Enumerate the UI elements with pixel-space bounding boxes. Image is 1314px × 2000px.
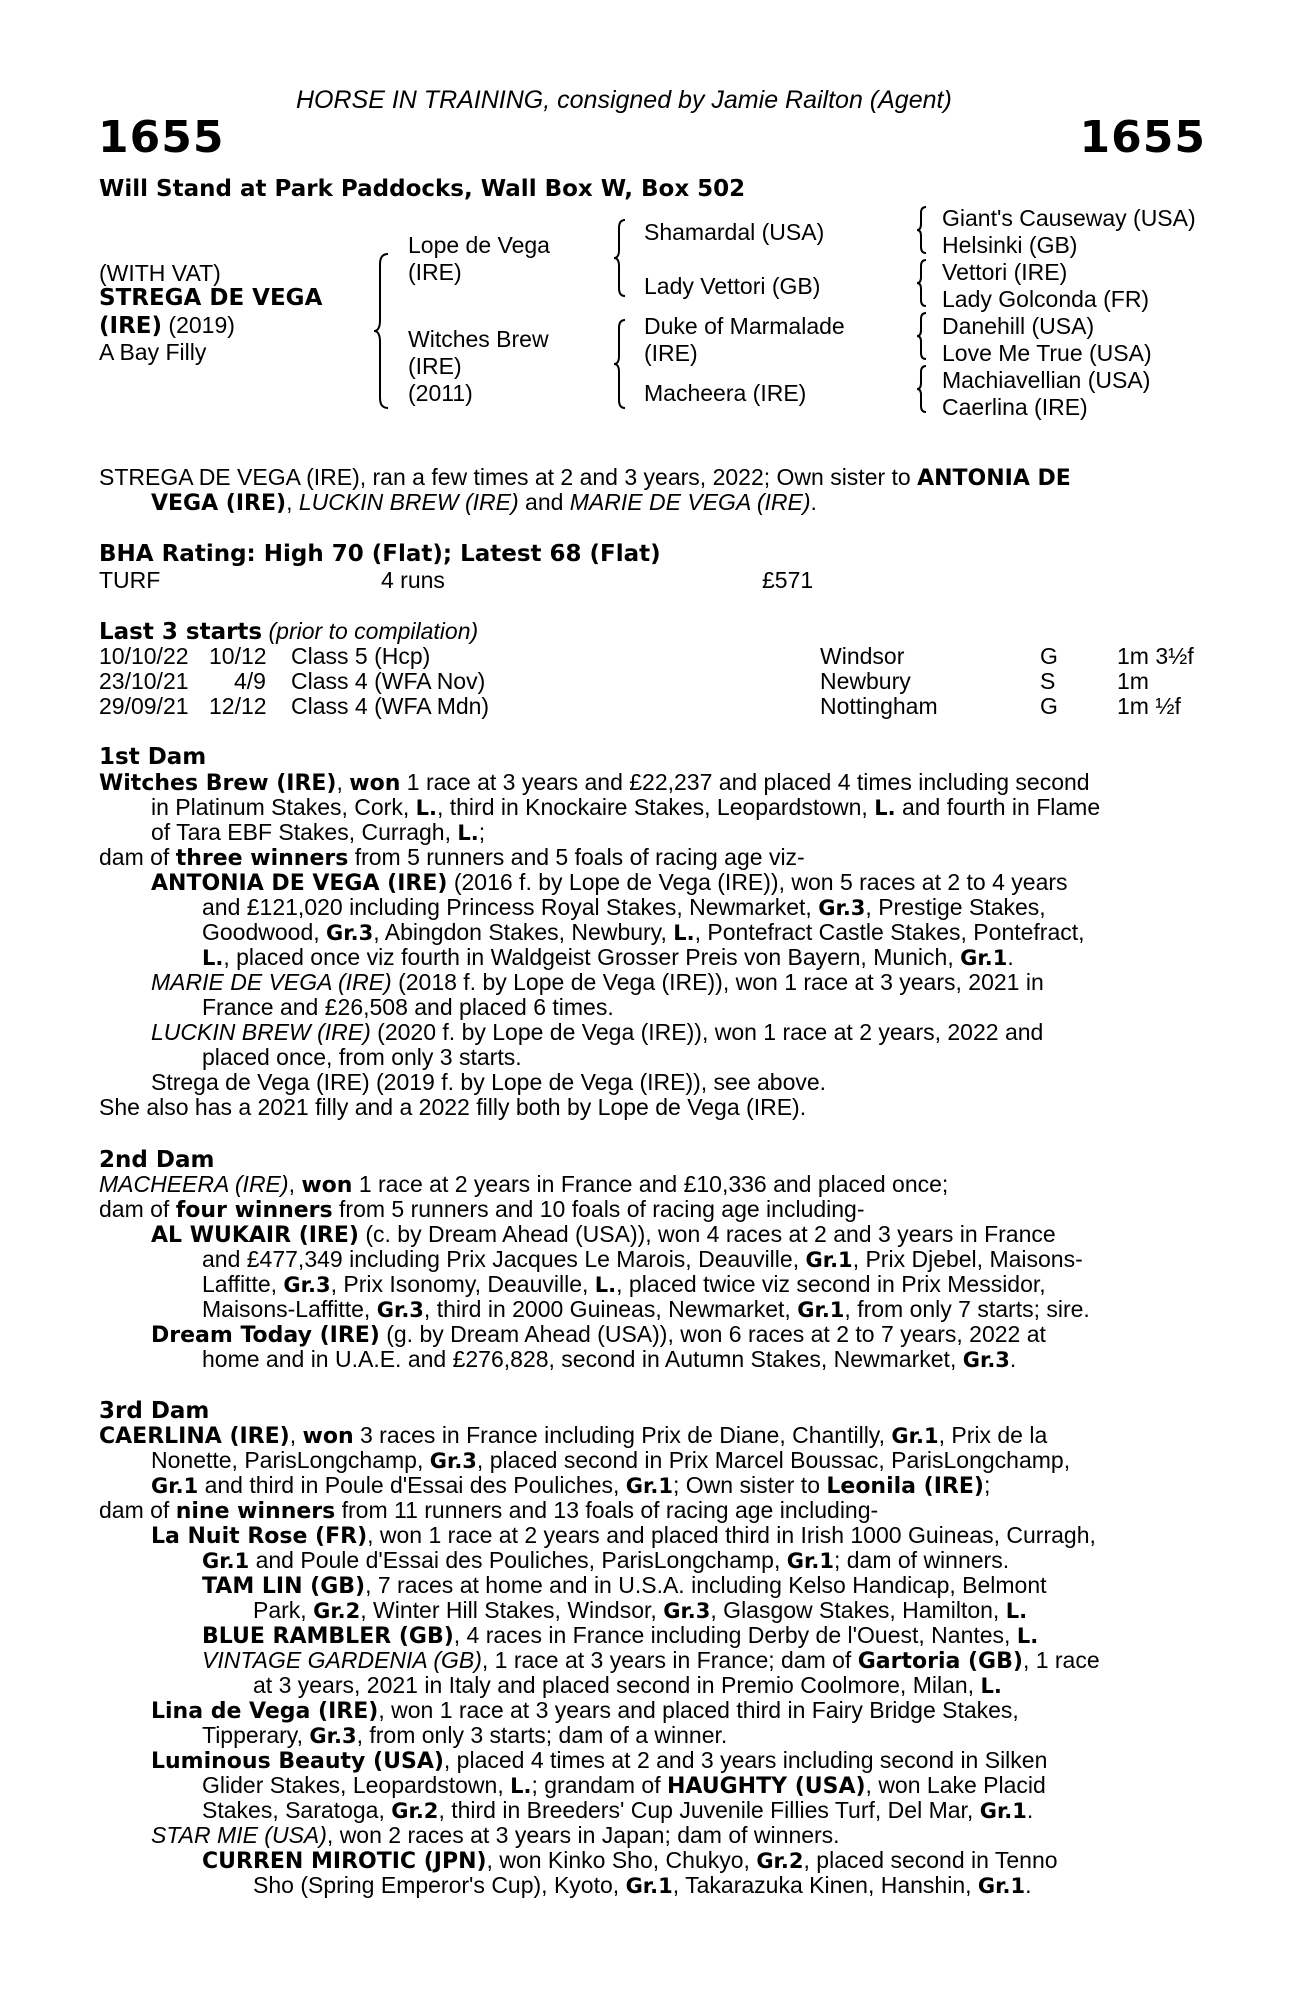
rating-earnings: £571 — [762, 567, 814, 593]
progeny-line: La Nuit Rose (FR), won 1 race at 2 years and placed third in Irish 1000 Guineas, Curragh, — [151, 1522, 1096, 1549]
progeny-line: Tipperary, Gr.3, from only 3 starts; dam of a winner. — [202, 1722, 728, 1748]
second-dam-heading: 2nd Dam — [99, 1147, 215, 1173]
gen3-sds: Vettori (IRE) — [942, 259, 1068, 285]
progeny-line: Goodwood, Gr.3, Abingdon Stakes, Newbury, L., Pontefract Castle Stakes, Pontefract, — [202, 919, 1085, 945]
progeny-line: STAR MIE (USA), won 2 races at 3 years in Japan; dam of winners. — [151, 1822, 840, 1848]
dam-country: (IRE) — [408, 353, 462, 379]
progeny-line: Lina de Vega (IRE), won 1 race at 3 years and placed third in Fairy Bridge Stakes, — [151, 1697, 1019, 1724]
progeny-line: TAM LIN (GB), 7 races at home and in U.S.A. including Kelso Handicap, Belmont — [202, 1572, 1047, 1599]
progeny-line: home and in U.A.E. and £276,828, second in Autumn Stakes, Newmarket, Gr.3. — [202, 1346, 1017, 1372]
horse-name-suffix: (IRE) (2019) — [99, 312, 235, 339]
stabling-info: Will Stand at Park Paddocks, Wall Box W, Box 502 — [99, 176, 746, 202]
progeny-line: Gr.1 and Poule d'Essai des Pouliches, ParisLongchamp, Gr.1; dam of winners. — [202, 1547, 1010, 1573]
third-dam-line: Nonette, ParisLongchamp, Gr.3, placed second in Prix Marcel Boussac, ParisLongchamp, — [151, 1447, 1071, 1473]
progeny-line: Park, Gr.2, Winter Hill Stakes, Windsor, Gr.3, Glasgow Stakes, Hamilton, L. — [253, 1597, 1028, 1623]
first-dam-heading: 1st Dam — [99, 744, 207, 770]
catalogue-page: HORSE IN TRAINING, consigned by Jamie Railton (Agent) 1655 1655 Will Stand at Park Paddocks, Wall Box W, Box 502 (WITH VAT) STREGA DE VEGA (IRE) (2019) A Bay Filly Lope de Vega (IRE) Witches Brew (IRE) (2011) Shamardal (USA) Lady Vettori (GB) Duke of Marmalade (IRE) Macheera (IRE) Giant's Causeway (USA) Helsinki (GB) Vettori (IRE) Lady Golconda (FR) Danehill (USA) Love Me True (USA) Machiavellian (USA) Caerlina (IRE) STREGA DE VEGA (IRE), ran a few times at 2 and 3 years, 2022; Own sister to ANTONIA DE VEGA (IRE), LUCKIN BREW (IRE) and MARIE DE VEGA (IRE). BHA Rating: High 70 (Flat); Latest 68 (Flat) TURF 4 runs £571 Last 3 starts (prior to compilation) 10/10/22 10/12 Class 5 (Hcp) Windsor G 1m 3½f 23/10/21 4/9 Class 4 (WFA Nov) Newbury S 1m 29/09/21 12/12 Class 4 (WFA Mdn) Nottingham G 1m ½f 1st Dam Witches Brew (IRE), won 1 race at 3 years and £22,237 and placed 4 times including second in Platinum Stakes, Cork, L., third in Knockaire Stakes, Leopardstown, L. and fourth in Flame of Tara EBF Stakes, Curragh, L.; dam of three winners from 5 runners and 5 foals of racing age viz- ANTONIA DE VEGA (IRE) (2016 f. by Lope de Vega (IRE)), won 5 races at 2 to 4 years and £121,020 including Princess Royal Stakes, Newmarket, Gr.3, Prestige Stakes, Goodwood, Gr.3, Abingdon Stakes, Newbury, L., Pontefract Castle Stakes, Pontefract, L., placed once viz fourth in Waldgeist Grosser Preis von Bayern, Munich, Gr.1. MARIE DE VEGA (IRE) (2018 f. by Lope de Vega (IRE)), won 1 race at 3 years, 2021 in France and £26,508 and placed 6 times. LUCKIN BREW (IRE) (2020 f. by Lope de Vega (IRE)), won 1 race at 2 years, 2022 and placed once, from only 3 starts. Strega de Vega (IRE) (2019 f. by Lope de Vega (IRE)), see above. She also has a 2021 filly and a 2022 filly both by Lope de Vega (IRE). 2nd Dam MACHEERA (IRE), won 1 race at 2 years in France and £10,336 and placed once; dam of four winners from 5 runners and 10 foals of racing age including- AL WUKAIR (IRE) (c. by Dream Ahead (USA)), won 4 races at 2 and 3 years in France and £477,349 including Prix Jacques Le Marois, Deauville, Gr.1, Prix Djebel, Maisons- Laffitte, Gr.3, Prix Isonomy, Deauville, L., placed twice viz second in Prix Messidor, Maisons-Laffitte, Gr.3, third in 2000 Guineas, Newmarket, Gr.1, from only 7 starts; sire. Dream Today (IRE) (g. by Dream Ahead (USA)), won 6 races at 2 to 7 years, 2022 at home and in U.A.E. and £276,828, second in Autumn Stakes, Newmarket, Gr.3. 3rd Dam CAERLINA (IRE), won 3 races in France including Prix de Diane, Chantilly, Gr.1, Prix de la Nonette, ParisLongchamp, Gr.3, placed second in Prix Marcel Boussac, ParisLongchamp, Gr.1 and third in Poule d'Essai des Pouliches, Gr.1; Own sister to Leonila (IRE); dam of nine winners from 11 runners and 13 foals of racing age including- La Nuit Rose (FR), won 1 race at 2 years and placed third in Irish 1000 Guineas, Curragh, Gr.1 and Poule d'Essai des Pouliches, ParisLongchamp, Gr.1; dam of winners. TAM LIN (GB), 7 races at home and in U.S.A. including Kelso Handicap, Belmont Park, Gr.2, Winter Hill Stakes, Windsor, Gr.3, Glasgow Stakes, Hamilton, L. BLUE RAMBLER (GB), 4 races in France including Derby de l'Ouest, Nantes, L. VINTAGE GARDENIA (GB), 1 race at 3 years in France; dam of Gartoria (GB), 1 race at 3 years, 2021 in Italy and placed second in Premio Coolmore, Milan, L. Lina de Vega (IRE), won 1 race at 3 years and placed third in Fairy Bridge Stakes, Tipperary, Gr.3, from only 3 starts; dam of a winner. Luminous Beauty (USA), placed 4 times at 2 and 3 years including second in Silken Glider Stakes, Leopardstown, L.; grandam of HAUGHTY (USA), won Lake Placid Stakes, Saratoga, Gr.2, third in Breeders' Cup Juvenile Fillies Turf, Del Mar, Gr.1. STAR MIE (USA), won 2 races at 3 years in Japan; dam of winners. CURREN MIROTIC (JPN), won Kinko Sho, Chukyo, Gr.2, placed second in Tenno Sho (Spring Emperor's Cup), Kyoto, Gr.1, Takarazuka Kinen, Hanshin, Gr.1. — [98, 86, 1206, 1898]
gen3-dds: Machiavellian (USA) — [942, 367, 1151, 393]
sire-country: (IRE) — [408, 259, 462, 285]
sire-dam: Lady Vettori (GB) — [644, 273, 821, 299]
third-dam-heading: 3rd Dam — [99, 1398, 210, 1424]
dam-year: (2011) — [408, 380, 473, 406]
progeny-line: Glider Stakes, Leopardstown, L.; grandam of HAUGHTY (USA), won Lake Placid — [202, 1772, 1046, 1799]
pedigree-brace-dd — [915, 364, 929, 414]
first-dam-line: of Tara EBF Stakes, Curragh, L.; — [151, 819, 486, 845]
lot-number-left: 1655 — [98, 112, 225, 163]
rating-runs: 4 runs — [381, 567, 445, 593]
summary-line-2: VEGA (IRE), LUCKIN BREW (IRE) and MARIE DE VEGA (IRE). — [151, 489, 817, 516]
first-dam-line: in Platinum Stakes, Cork, L., third in Knockaire Stakes, Leopardstown, L. and fourth in Flame — [151, 794, 1101, 820]
last-starts-heading: Last 3 starts (prior to compilation) — [99, 618, 479, 645]
vat-note: (WITH VAT) — [99, 260, 221, 286]
dam-sire: Duke of Marmalade — [644, 313, 845, 339]
progeny-line: Dream Today (IRE) (g. by Dream Ahead (USA)), won 6 races at 2 to 7 years, 2022 at — [151, 1321, 1046, 1348]
horse-description: A Bay Filly — [99, 339, 207, 365]
pedigree-brace-gen1 — [372, 252, 392, 410]
gen3-sss: Giant's Causeway (USA) — [942, 205, 1196, 231]
progeny-line: Sho (Spring Emperor's Cup), Kyoto, Gr.1, Takarazuka Kinen, Hanshin, Gr.1. — [253, 1872, 1032, 1898]
progeny-line: AL WUKAIR (IRE) (c. by Dream Ahead (USA)), won 4 races at 2 and 3 years in France — [151, 1221, 1056, 1248]
bha-rating: BHA Rating: High 70 (Flat); Latest 68 (Flat) — [99, 541, 661, 567]
progeny-line: CURREN MIROTIC (JPN), won Kinko Sho, Chukyo, Gr.2, placed second in Tenno — [202, 1847, 1058, 1874]
dam-sire-country: (IRE) — [644, 340, 698, 366]
gen3-dsd: Love Me True (USA) — [942, 340, 1152, 366]
progeny-line: and £477,349 including Prix Jacques Le Marois, Deauville, Gr.1, Prix Djebel, Maisons- — [202, 1246, 1083, 1272]
third-dam-line: CAERLINA (IRE), won 3 races in France including Prix de Diane, Chantilly, Gr.1, Prix de la — [99, 1422, 1048, 1449]
second-dam-line: MACHEERA (IRE), won 1 race at 2 years in France and £10,336 and placed once; — [99, 1171, 949, 1198]
dam-dam: Macheera (IRE) — [644, 380, 807, 406]
pedigree-brace-ds — [915, 311, 929, 361]
progeny-line: and £121,020 including Princess Royal Stakes, Newmarket, Gr.3, Prestige Stakes, — [202, 894, 1046, 920]
progeny-note: She also has a 2021 filly and a 2022 filly both by Lope de Vega (IRE). — [99, 1094, 807, 1120]
rating-surface: TURF — [99, 567, 161, 593]
first-dam-line: Witches Brew (IRE), won 1 race at 3 years and £22,237 and placed 4 times including second — [99, 769, 1090, 796]
sire-sire: Shamardal (USA) — [644, 219, 825, 245]
progeny-line: Luminous Beauty (USA), placed 4 times at 2 and 3 years including second in Silken — [151, 1747, 1048, 1774]
horse-name: STREGA DE VEGA — [99, 285, 323, 311]
pedigree-brace-dam — [612, 318, 628, 410]
progeny-line: Stakes, Saratoga, Gr.2, third in Breeders' Cup Juvenile Fillies Turf, Del Mar, Gr.1. — [202, 1797, 1034, 1823]
progeny-line: LUCKIN BREW (IRE) (2020 f. by Lope de Vega (IRE)), won 1 race at 2 years, 2022 and — [151, 1019, 1044, 1045]
progeny-line: ANTONIA DE VEGA (IRE) (2016 f. by Lope de Vega (IRE)), won 5 races at 2 to 4 years — [151, 869, 1068, 896]
third-dam-line: dam of nine winners from 11 runners and 13 foals of racing age including- — [99, 1497, 879, 1524]
first-dam-line: dam of three winners from 5 runners and 5 foals of racing age viz- — [99, 844, 805, 871]
second-dam-line: dam of four winners from 5 runners and 10 foals of racing age including- — [99, 1196, 865, 1223]
progeny-line: Maisons-Laffitte, Gr.3, third in 2000 Guineas, Newmarket, Gr.1, from only 7 starts; sire. — [202, 1296, 1090, 1322]
pedigree-brace-sd — [915, 258, 929, 308]
consignor-line: HORSE IN TRAINING, consigned by Jamie Railton (Agent) — [296, 86, 952, 114]
progeny-line: France and £26,508 and placed 6 times. — [202, 994, 614, 1020]
progeny-line: VINTAGE GARDENIA (GB), 1 race at 3 years in France; dam of Gartoria (GB), 1 race — [202, 1647, 1100, 1674]
gen3-dss: Danehill (USA) — [942, 313, 1095, 339]
gen3-sdd: Lady Golconda (FR) — [942, 286, 1150, 312]
lot-number-right: 1655 — [1079, 112, 1206, 163]
progeny-line: MARIE DE VEGA (IRE) (2018 f. by Lope de Vega (IRE)), won 1 race at 3 years, 2021 in — [151, 969, 1044, 995]
progeny-line: Strega de Vega (IRE) (2019 f. by Lope de Vega (IRE)), see above. — [151, 1069, 827, 1095]
dam-name: Witches Brew — [408, 326, 549, 352]
gen3-ssd: Helsinki (GB) — [942, 232, 1078, 258]
third-dam-line: Gr.1 and third in Poule d'Essai des Pouliches, Gr.1; Own sister to Leonila (IRE); — [151, 1472, 991, 1499]
progeny-line: BLUE RAMBLER (GB), 4 races in France including Derby de l'Ouest, Nantes, L. — [202, 1622, 1039, 1649]
pedigree-brace-ss — [915, 205, 929, 255]
gen3-ddd: Caerlina (IRE) — [942, 394, 1088, 420]
progeny-line: at 3 years, 2021 in Italy and placed second in Premio Coolmore, Milan, L. — [253, 1672, 1002, 1698]
progeny-line: placed once, from only 3 starts. — [202, 1044, 522, 1070]
summary-line-1: STREGA DE VEGA (IRE), ran a few times at 2 and 3 years, 2022; Own sister to ANTONIA DE — [99, 464, 1071, 491]
progeny-line: L., placed once viz fourth in Waldgeist Grosser Preis von Bayern, Munich, Gr.1. — [202, 944, 1014, 970]
pedigree-brace-sire — [612, 218, 628, 298]
progeny-line: Laffitte, Gr.3, Prix Isonomy, Deauville, L., placed twice viz second in Prix Messidor, — [202, 1271, 1046, 1297]
sire-name: Lope de Vega — [408, 232, 550, 258]
